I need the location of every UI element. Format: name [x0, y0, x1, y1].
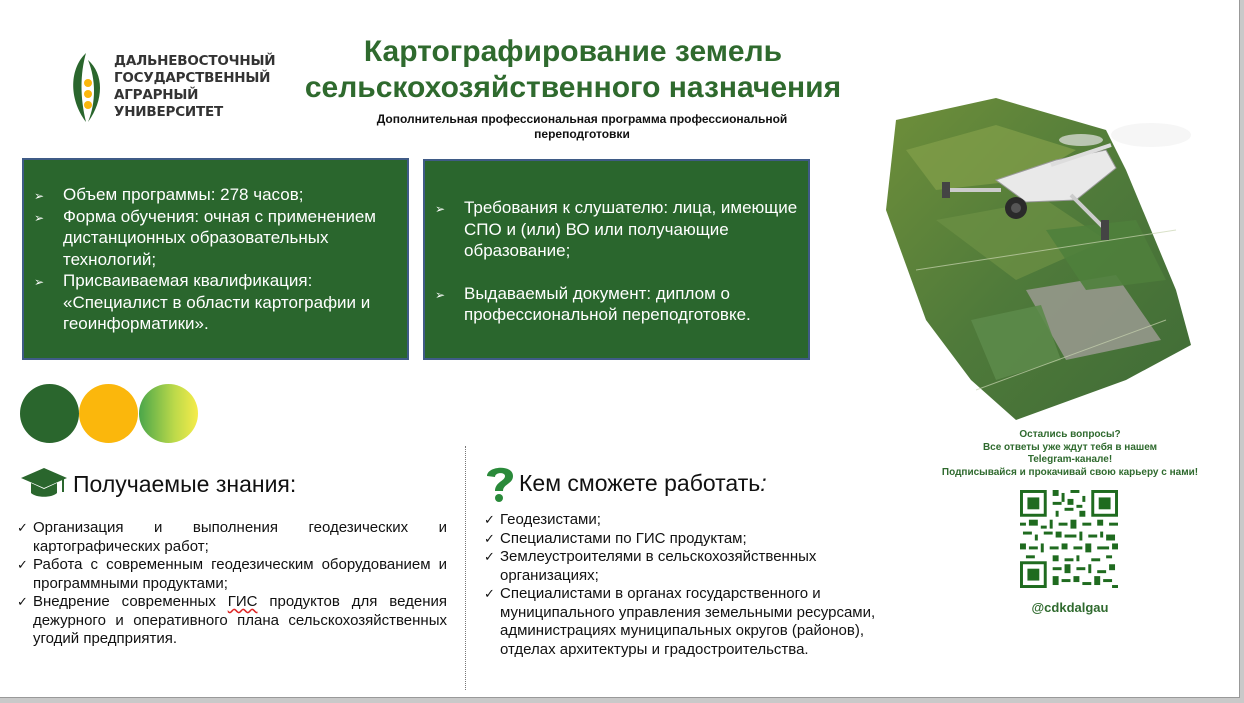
requirements-box	[423, 159, 810, 360]
list-item: ➢ Присваиваемая квалификация: «Специалист в области картографии и геоинформатики».	[34, 271, 371, 333]
program-info-box	[22, 158, 409, 360]
page-title: Картографирование земель сельскохозяйственного назначения	[304, 35, 842, 104]
list-item: ➢ Выдаваемый документ: диплом о профессиональной переподготовке.	[435, 283, 751, 324]
list-item: ✓ Геодезистами;	[484, 511, 601, 528]
wheat-leaf-icon	[66, 50, 110, 126]
list-item: ➢ Форма обучения: очная с применением дистанционных образовательных технологий;	[34, 206, 376, 269]
list-item: ✓ Работа с современным геодезическим оборудованием и программными продуктами;	[17, 556, 447, 592]
university-logo	[66, 50, 276, 126]
knowledge-list	[17, 519, 447, 649]
arrow-bullet-icon: ➢	[435, 287, 446, 302]
page-subtitle: Дополнительная профессиональная программа профессиональной переподготовки	[376, 112, 788, 141]
arrow-bullet-icon: ➢	[34, 189, 45, 203]
green-circle	[20, 384, 79, 443]
list-item: ✓ Землеустроителями в сельскохозяйственных организациях;	[484, 548, 817, 584]
check-icon: ✓	[17, 557, 28, 572]
arrow-bullet-icon: ➢	[435, 202, 446, 216]
check-icon: ✓	[484, 586, 495, 601]
list-item: ✓ Организация и выполнения геодезических и картографических работ;	[17, 519, 447, 555]
arrow-bullet-icon: ➢	[34, 275, 45, 289]
drone-map-image	[876, 90, 1206, 425]
knowledge-heading: Получаемые знания:	[20, 466, 296, 502]
gradient-circle	[139, 384, 198, 443]
list-item: ✓ Внедрение современных ГИС продуктов для ведения дежурного и оперативного плана сельскохозяйственных угодий предприятия.	[17, 593, 448, 647]
list-item: ✓ Специалистами в органах государственного и муниципального управления земельными ресурсами, администрациях муниципальных округов (районов), отделах архитектуры и градостроительства.	[484, 585, 876, 658]
graduation-cap-icon	[20, 466, 68, 502]
check-icon: ✓	[17, 594, 28, 609]
check-icon: ✓	[484, 512, 495, 527]
question-mark-icon	[482, 463, 518, 503]
check-icon: ✓	[484, 530, 495, 546]
list-item: ➢ Объем программы: 278 часов;	[34, 184, 397, 206]
telegram-handle[interactable]: @cdkdalgau	[1031, 600, 1109, 615]
list-item: ✓ Специалистами по ГИС продуктам;	[484, 529, 747, 547]
careers-heading: Кем сможете работать :	[482, 463, 767, 503]
yellow-circle	[79, 384, 138, 443]
section-divider	[465, 446, 466, 690]
arrow-bullet-icon: ➢	[34, 210, 45, 225]
check-icon: ✓	[17, 520, 28, 535]
university-name: ДАЛЬНЕВОСТОЧНЫЙ ГОСУДАРСТВЕННЫЙ АГРАРНЫЙ УНИВЕРСИТЕТ	[114, 53, 276, 120]
qr-code[interactable]	[1020, 490, 1118, 588]
careers-list	[484, 511, 894, 659]
spellcheck-flagged-word: ГИС	[227, 593, 258, 610]
contact-text: Остались вопросы? Все ответы уже ждут тебя в нашем Telegram-канале! Подписывайся и прокачивай свою карьеру с нами!	[941, 429, 1199, 478]
list-item: ➢ Требования к слушателю: лица, имеющие СПО и (или) ВО или получающие образование;	[435, 198, 798, 260]
check-icon: ✓	[484, 549, 495, 564]
